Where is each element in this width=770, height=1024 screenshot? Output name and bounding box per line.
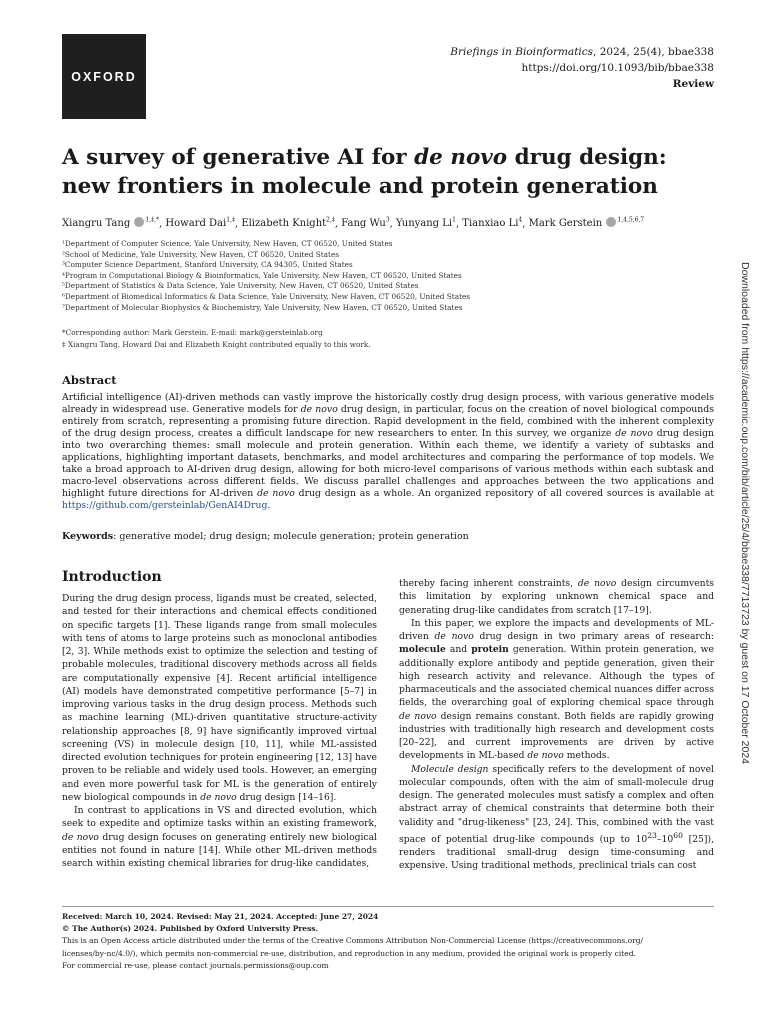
- abstract-span: drug design as a whole. An organized repository of all covered sources is available at: [294, 488, 714, 499]
- journal-name[interactable]: Briefings in Bioinformatics: [450, 46, 594, 58]
- author: [165, 218, 235, 229]
- introduction-heading: Introduction: [62, 569, 162, 585]
- body-column-left: [62, 592, 377, 870]
- author-affiliation-marker: 2,‡: [326, 217, 335, 224]
- text-span: In this paper, we explore the impacts and developments of ML-driven: [399, 617, 714, 642]
- text-span: drug design [14–16].: [236, 791, 337, 803]
- text-italic: de novo: [62, 831, 99, 843]
- author-affiliation-marker: 4: [518, 217, 523, 224]
- journal-volume: , 2024, 25(4), bbae338: [593, 46, 714, 58]
- author: [529, 218, 645, 229]
- affiliation: ⁴Program in Computational Biology & Bioinformatics, Yale University, New Haven, CT 06520, United States: [62, 270, 462, 280]
- abstract-italic: de novo: [615, 428, 653, 439]
- orcid-icon[interactable]: [606, 217, 616, 227]
- affiliation: ⁶Department of Biomedical Informatics & Data Science, Yale University, New Haven, CT 06520, United States: [62, 291, 471, 301]
- author-affiliation-marker: 1: [452, 217, 456, 224]
- text-span: and: [445, 644, 472, 656]
- repository-link[interactable]: https://github.com/gersteinlab/GenAI4Drug: [62, 500, 268, 511]
- text-italic: de novo: [399, 710, 437, 722]
- abstract-span: drug design, in particular, focus on the creation of novel biological compounds entirely from scratch, representing a promising future direction. Rapid development in the field, combined with the inherent complexity of the drug design process, creates a difficult landscape for new researchers to enter. In this survey, we organize: [62, 404, 714, 439]
- journal-citation: [450, 44, 714, 60]
- author-name: Howard Dai: [165, 218, 227, 230]
- author-affiliation-marker: 1,‡,*: [145, 217, 160, 224]
- text-italic: Molecule design: [411, 763, 489, 775]
- text-span: design circumvents this limitation by exploring unknown chemical space and generating drug-like candidates from scratch [17–19].: [399, 578, 714, 616]
- text-bold: protein: [471, 644, 509, 656]
- paragraph: [62, 804, 377, 870]
- corresponding-author-note: *Corresponding author: Mark Gerstein. E-mail: mark@gersteinlab.org: [62, 328, 323, 337]
- download-watermark: [733, 262, 757, 782]
- author: [462, 218, 522, 229]
- title-italic: de novo: [414, 145, 508, 170]
- abstract-italic: de novo: [257, 488, 295, 499]
- received-dates: Received: March 10, 2024. Revised: May 21, 2024. Accepted: June 27, 2024: [62, 912, 379, 921]
- abstract-span: Artificial intelligence (AI)-driven methods can vastly improve the historically costly drug design process, with various generative models already in widespread use. Generative models for: [62, 392, 714, 415]
- author: [396, 218, 456, 229]
- text-span: generation. Within protein generation, we additionally explore antibody and peptide generation, given their high research activity and relevance. Although the types of pharmaceuticals and the associated chemical nuances differ across fields, the overarching goal of exploring chemical space through: [399, 644, 714, 709]
- download-notice: Downloaded from https://academic.oup.com/bib/article/25/4/bbae338/7713723 by guest on 17 October 2024: [739, 262, 751, 764]
- text-italic: de novo: [527, 750, 564, 762]
- text-span: [25]), renders traditional small-drug design time-consuming and expensive. Using traditional methods, preclinical trials can cost: [399, 833, 714, 872]
- author: [341, 218, 389, 229]
- author-name: Mark Gerstein: [528, 218, 603, 230]
- superscript: 60: [673, 830, 683, 840]
- license-line: For commercial re-use, please contact journals.permissions@oup.com: [62, 960, 329, 970]
- author-notes: [62, 327, 371, 351]
- affiliation: ³Computer Science Department, Stanford University, CA 94305, United States: [62, 260, 353, 270]
- footer: [62, 911, 722, 972]
- superscript: 23: [647, 830, 657, 840]
- title-part: drug design: new frontiers in molecule and protein generation: [62, 145, 667, 199]
- author-name: Tianxiao Li: [462, 218, 519, 230]
- logo-text: OXFORD: [71, 69, 137, 84]
- footer-divider: [62, 906, 714, 907]
- abstract-span: .: [267, 500, 271, 511]
- author-affiliation-marker: 3: [385, 217, 390, 224]
- abstract-heading: Abstract: [62, 373, 117, 387]
- text-span: During the drug design process, ligands must be created, selected, and tested for their interactions and chemical effects conditioned on specific targets [1]. These ligands range from small molecules with tens of atoms to large proteins such as monoclonal antibodies [2, 3]. While methods exist to optimize the selection and testing of probable molecules, traditional discovery methods across all fields are computationally expensive [4]. Recent artificial intelligence (AI) models have demonstrated competitive performance [5–7] in improving various tasks in the drug design process. Methods such as machine learning (ML)-driven quantitative structure-activity relationship approaches [8, 9] have significantly improved virtual screening (VS) in molecule design [10, 11], while ML-assisted directed evolution techniques for protein engineering [12, 13] have proven to be reliable and widely used tools. However, an emerging and even more powerful task for ML is the generation of entirely new biological compounds in: [62, 593, 377, 803]
- text-italic: de novo: [200, 791, 237, 803]
- abstract-text: [62, 392, 714, 512]
- author-name: Yunyang Li: [396, 218, 453, 230]
- license-line: licenses/by-nc/4.0/), which permits non-commercial re-use, distribution, and reproduction in any medium, provided the original work is properly cited.: [62, 948, 636, 958]
- author-affiliation-marker: 1,4,5,6,7: [617, 217, 645, 224]
- author-affiliation-marker: 1,‡: [226, 217, 235, 224]
- abstract-italic: de novo: [300, 404, 338, 415]
- doi-link[interactable]: https://doi.org/10.1093/bib/bbae338: [521, 62, 714, 74]
- abstract-span: drug design into two overarching themes: small molecule and protein generation. Within each theme, we identify a variety of subtasks and applications, highlighting important datasets, benchmarks, and model architectures and comparing the performance of top models. We take a broad approach to AI-driven drug design, allowing for both micro-level comparisons of various methods within each subtask and macro-level observations across different fields. We discuss parallel challenges and approaches between the two applications and highlight future directions for AI-driven: [62, 428, 715, 499]
- keywords-label: Keywords: [62, 531, 114, 542]
- text-italic: de novo: [434, 631, 474, 642]
- text-span: In contrast to applications in VS and directed evolution, which seek to expedite and optimize tasks within an existing framework,: [62, 805, 377, 830]
- text-span: specifically refers to the development of novel molecular compounds, often with the aim of small-molecule drug design. The generated molecules must satisfy a complex and often abstract array of chemical constraints that determine both their validity and "drug-likeness" [23, 24]. This, combined with the vast space of potential drug-like compounds (up to 10: [399, 763, 714, 845]
- keywords: [62, 530, 714, 543]
- text-span: –10: [656, 833, 674, 845]
- author: [241, 218, 335, 229]
- affiliation: ⁵Department of Statistics & Data Science, Yale University, New Haven, CT 06520, United States: [62, 281, 419, 291]
- author-name: Xiangru Tang: [62, 218, 131, 230]
- body-column-right: [399, 577, 714, 873]
- affiliations: [62, 239, 470, 313]
- text-bold: molecule: [399, 644, 446, 656]
- text-italic: de novo: [577, 578, 617, 589]
- author: [62, 218, 159, 229]
- title-part: A survey of generative AI for: [62, 145, 415, 170]
- keywords-text: : generative model; drug design; molecule generation; protein generation: [113, 531, 469, 542]
- text-span: thereby facing inherent constraints,: [399, 578, 578, 589]
- orcid-icon[interactable]: [134, 217, 144, 227]
- journal-header: [450, 44, 714, 92]
- equal-contribution-note: ‡ Xiangru Tang, Howard Dai and Elizabeth Knight contributed equally to this work.: [62, 340, 371, 349]
- copyright: © The Author(s) 2024. Published by Oxford University Press.: [62, 924, 319, 934]
- license-line: This is an Open Access article distributed under the terms of the Creative Commons Attribution Non-Commercial License (https://creativecommons.org/: [62, 936, 644, 946]
- paragraph: [62, 592, 377, 804]
- author-name: Elizabeth Knight: [241, 218, 327, 230]
- text-span: drug design focuses on generating entirely new biological entities not found in nature [14]. While other ML-driven methods search within existing chemical libraries for drug-like candidates,: [62, 831, 377, 869]
- affiliation: ¹Department of Computer Science, Yale University, New Haven, CT 06520, United States: [62, 239, 393, 248]
- oxford-logo: [62, 34, 146, 119]
- text-span: drug design in two primary areas of research:: [473, 631, 714, 642]
- text-span: methods.: [563, 750, 610, 762]
- affiliation: ²School of Medicine, Yale University, New Haven, CT 06520, United States: [62, 249, 340, 259]
- affiliation: ⁷Department of Molecular Biophysics & Biochemistry, Yale University, New Haven, CT 06520, United States: [62, 302, 463, 312]
- article-title: [62, 143, 702, 201]
- article-type: Review: [672, 78, 714, 90]
- text-span: design remains constant. Both fields are rapidly growing industries with traditionally high research and development costs [20–22], and current improvements are driven by active developments in ML-based: [399, 710, 714, 762]
- author-list: Xiangru Tang $^{1,\ddagger,*}$, Howard Dai$^{1,\ddagger}$, Elizabeth Knight$^{2,\ddagger}$, Fang Wu$^3$, Yunyang Li$^1$, Tianxiao Li$^4$, Mark Gerstein $^{1,4,5,6,7}$: [62, 217, 645, 230]
- author-name: Fang Wu: [341, 218, 386, 230]
- paragraph: [399, 617, 714, 763]
- paragraph: [399, 763, 714, 873]
- paragraph: [399, 577, 714, 617]
